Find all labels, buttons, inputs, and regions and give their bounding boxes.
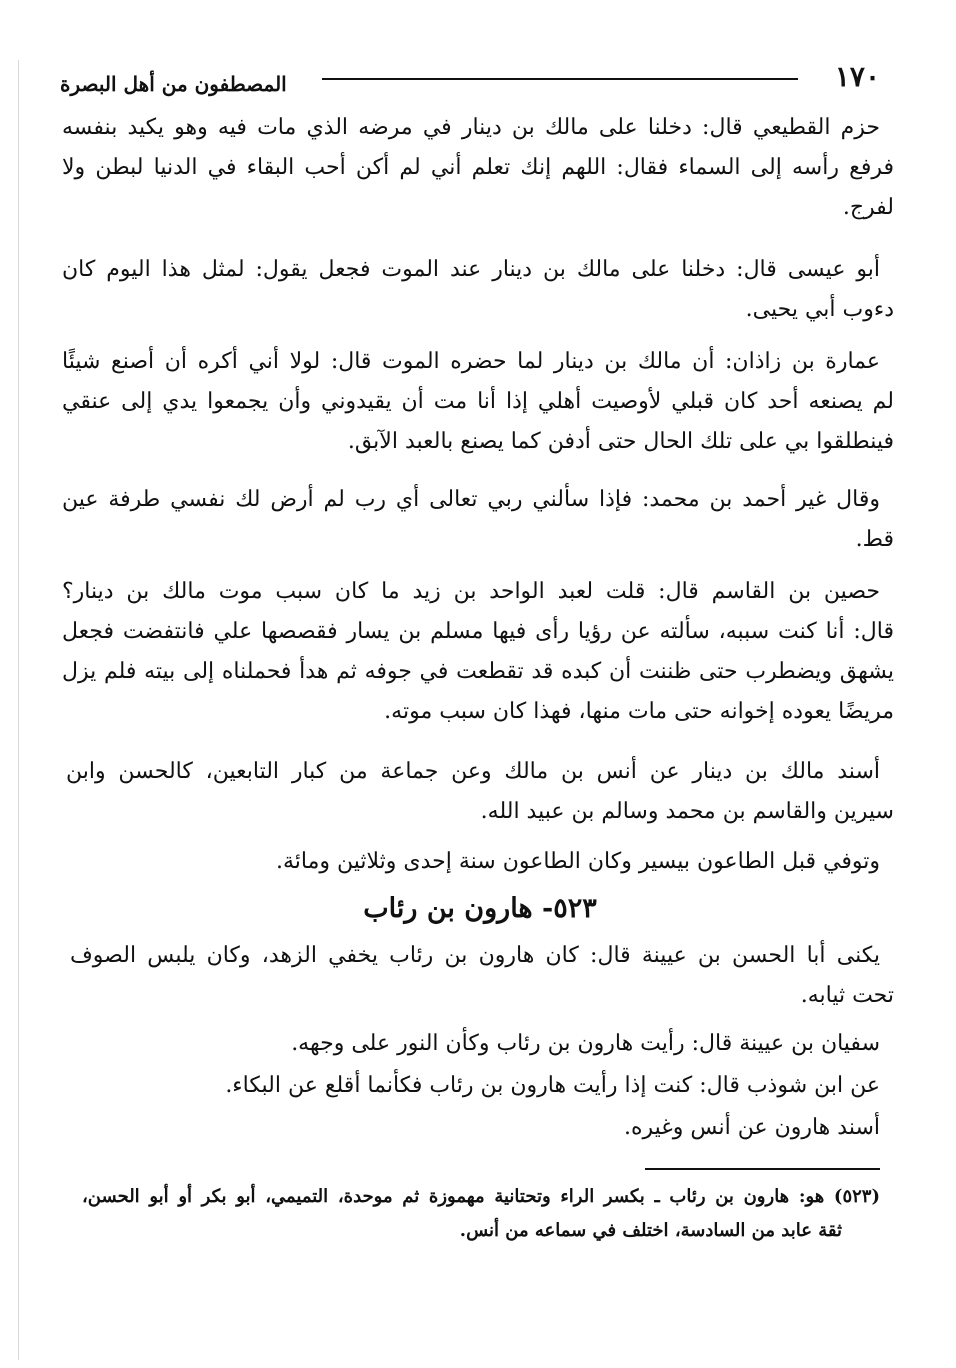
text-line: أسند هارون عن أنس وغيره.: [624, 1115, 880, 1140]
text-line: مريضًا يعوده إخوانه حتى مات منها، فهذا كان سبب موته.: [384, 699, 894, 724]
text-line: حصين بن القاسم قال: قلت لعبد الواحد بن زيد ما كان سبب موت مالك بن دينار؟: [62, 579, 880, 604]
text-line: دءوب أبي يحيى.: [745, 297, 894, 322]
footnote-line: (٥٢٣) هو: هارون بن رئاب ـ بكسر الراء وتحتانية مهموزة ثم موحدة، التميمي، أبو بكر أو أبو الحسن،: [82, 1186, 880, 1207]
text-line: أبو عيسى قال: دخلنا على مالك بن دينار عند الموت فجعل يقول: لمثل هذا اليوم كان: [62, 257, 880, 282]
section-heading: ٥٢٣- هارون بن رئاب: [363, 893, 597, 924]
page-number: ١٧٠: [834, 60, 880, 93]
text-line: عمارة بن زاذان: أن مالك بن دينار لما حضره الموت قال: لولا أني أكره أن أصنع شيئًا: [62, 349, 880, 374]
text-line: فرفع رأسه إلى السماء فقال: اللهم إنك تعلم أني لم أكن أحب البقاء في الدنيا لبطن ولا: [62, 155, 894, 180]
paragraph: [62, 342, 894, 462]
page-edge-line: [18, 60, 19, 1360]
text-line: قال: أنا كنت سببه، سألته عن رؤيا رأى فيها مسلم بن يسار فقصصها علي فانتفضت فجعل: [62, 619, 894, 644]
paragraph: [62, 480, 894, 560]
paragraph: [70, 1108, 880, 1148]
paragraph: [70, 936, 894, 1016]
text-line: وقال غير أحمد بن محمد: فإذا سألني ربي تعالى أي رب لم أرض لك نفسي طرفة عين: [62, 487, 880, 512]
text-line: وتوفي قبل الطاعون بيسير وكان الطاعون سنة إحدى وثلاثين ومائة.: [275, 849, 880, 874]
text-line: أسند مالك بن دينار عن أنس بن مالك وعن جماعة من كبار التابعين، كالحسن وابن: [66, 759, 880, 784]
paragraph: [62, 108, 894, 228]
paragraph: [66, 752, 894, 832]
paragraph: [62, 572, 894, 732]
footnote-rule: [645, 1168, 880, 1170]
text-line: عن ابن شوذب قال: كنت إذا رأيت هارون بن رئاب فكأنما أقلع عن البكاء.: [225, 1073, 880, 1098]
text-line: يكنى أبا الحسن بن عيينة قال: كان هارون بن رئاب يخفي الزهد، وكان يلبس الصوف: [70, 943, 880, 968]
text-line: يشهق ويضطرب حتى ظننت أن كبده قد تقطعت في جوفه ثم هدأ فحملناه إلى بيته فلم يزل: [62, 659, 894, 684]
text-line: تحت ثيابه.: [800, 983, 894, 1008]
footnote-line: ثقة عابد من السادسة، اختلف في سماعه من أنس.: [459, 1220, 842, 1241]
paragraph: [70, 1066, 880, 1106]
text-line: لم يصنعه أحد كان قبلي لأوصيت أهلي إذا أنا مت أن يقيدوني وأن يجمعوا يدي إلى عنقي: [62, 389, 894, 414]
header-rule: [322, 78, 798, 80]
text-line: سيرين والقاسم بن محمد وسالم بن عبيد الله.: [480, 799, 894, 824]
paragraph: [66, 842, 880, 882]
footnote: [82, 1180, 880, 1248]
text-line: فينطلقوا بي على تلك الحال حتى أدفن كما يصنع بالعبد الآبق.: [347, 429, 894, 454]
text-line: قط.: [855, 527, 894, 552]
page-header: [60, 58, 880, 102]
text-line: سفيان بن عيينة قال: رأيت هارون بن رئاب وكأن النور على وجهه.: [291, 1031, 880, 1056]
paragraph: [70, 1024, 880, 1064]
running-title: المصطفون من أهل البصرة: [60, 72, 287, 96]
paragraph: [62, 250, 894, 330]
text-line: لفرج.: [842, 195, 894, 220]
text-line: حزم القطيعي قال: دخلنا على مالك بن دينار في مرضه الذي مات فيه وهو يكيد بنفسه: [62, 115, 880, 140]
